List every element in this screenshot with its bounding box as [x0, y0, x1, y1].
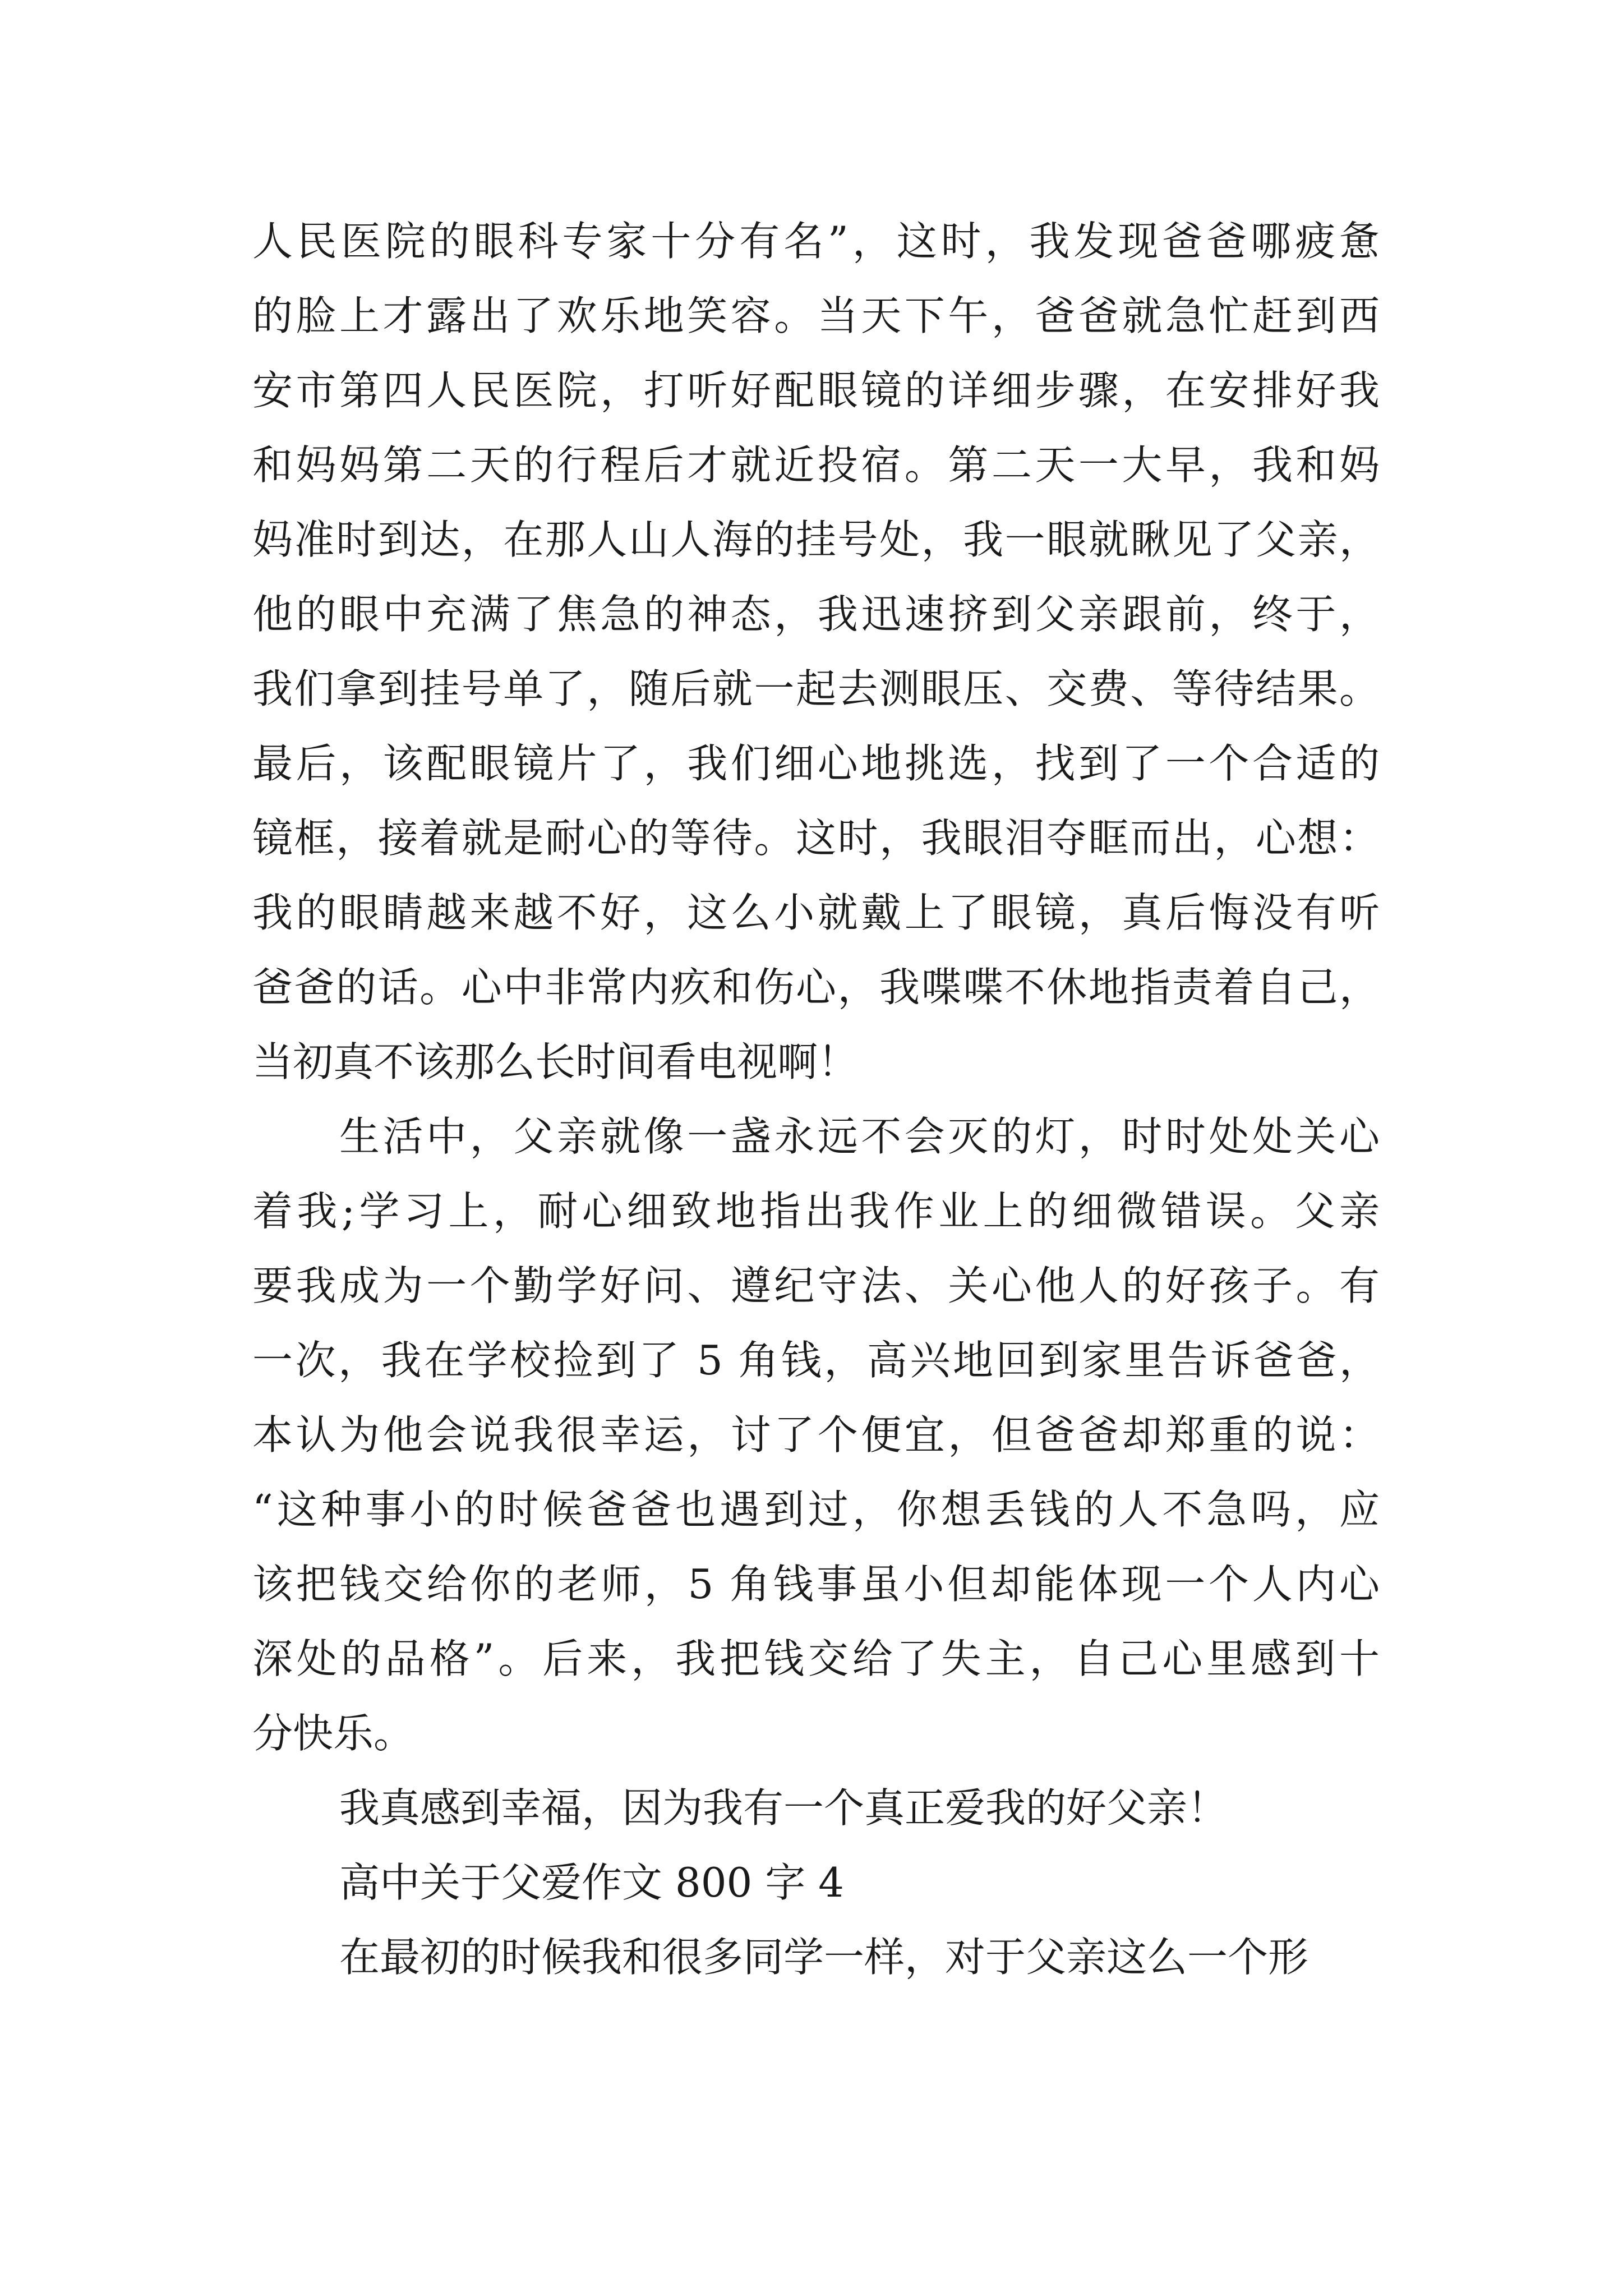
- text-line: 的脸上才露出了欢乐地笑容。当天下午，爸爸就急忙赶到西: [252, 292, 1380, 339]
- text-line: 分快乐。: [252, 1710, 414, 1757]
- text-line: 在最初的时候我和很多同学一样，对于父亲这么一个形: [339, 1934, 1309, 1981]
- article-body: [252, 216, 1380, 2007]
- text-line: 他的眼中充满了焦急的神态，我迅速挤到父亲跟前，终于，: [252, 591, 1380, 638]
- text-line: “这种事小的时候爸爸也遇到过，你想丢钱的人不急吗，应: [252, 1486, 1380, 1533]
- text-line: 生活中，父亲就像一盏永远不会灭的灯，时时处处关心: [339, 1113, 1380, 1160]
- text-line: 爸爸的话。心中非常内疚和伤心，我喋喋不休地指责着自己，: [252, 964, 1380, 1011]
- text-line: 妈准时到达，在那人山人海的挂号处，我一眼就瞅见了父亲，: [252, 516, 1380, 563]
- text-line: 该把钱交给你的老师，5 角钱事虽小但却能体现一个人内心: [252, 1561, 1380, 1608]
- text-line: 镜框，接着就是耐心的等待。这时，我眼泪夺眶而出，心想：: [252, 815, 1380, 862]
- text-line: 我的眼睛越来越不好，这么小就戴上了眼镜，真后悔没有听: [252, 889, 1380, 936]
- text-line: 要我成为一个勤学好问、遵纪守法、关心他人的好孩子。有: [252, 1262, 1380, 1309]
- text-line: 人民医院的眼科专家十分有名”，这时，我发现爸爸哪疲惫: [252, 218, 1380, 265]
- text-line: 最后，该配眼镜片了，我们细心地挑选，找到了一个合适的: [252, 740, 1380, 787]
- text-line: 我真感到幸福，因为我有一个真正爱我的好父亲！: [339, 1784, 1228, 1832]
- section-heading: 高中关于父爱作文 800 字 4: [339, 1859, 844, 1906]
- text-line: 和妈妈第二天的行程后才就近投宿。第二天一大早，我和妈: [252, 441, 1380, 489]
- text-line: 着我;学习上，耐心细致地指出我作业上的细微错误。父亲: [252, 1188, 1380, 1235]
- text-line: 深处的品格”。后来，我把钱交给了失主，自己心里感到十: [252, 1635, 1380, 1682]
- text-line: 当初真不该那么长时间看电视啊！: [252, 1038, 859, 1085]
- text-line: 一次，我在学校捡到了 5 角钱，高兴地回到家里告诉爸爸，: [252, 1337, 1380, 1384]
- text-line: 安市第四人民医院，打听好配眼镜的详细步骤，在安排好我: [252, 367, 1380, 414]
- text-line: 我们拿到挂号单了，随后就一起去测眼压、交费、等待结果。: [252, 665, 1380, 712]
- text-line: 本认为他会说我很幸运，讨了个便宜，但爸爸却郑重的说：: [252, 1411, 1380, 1458]
